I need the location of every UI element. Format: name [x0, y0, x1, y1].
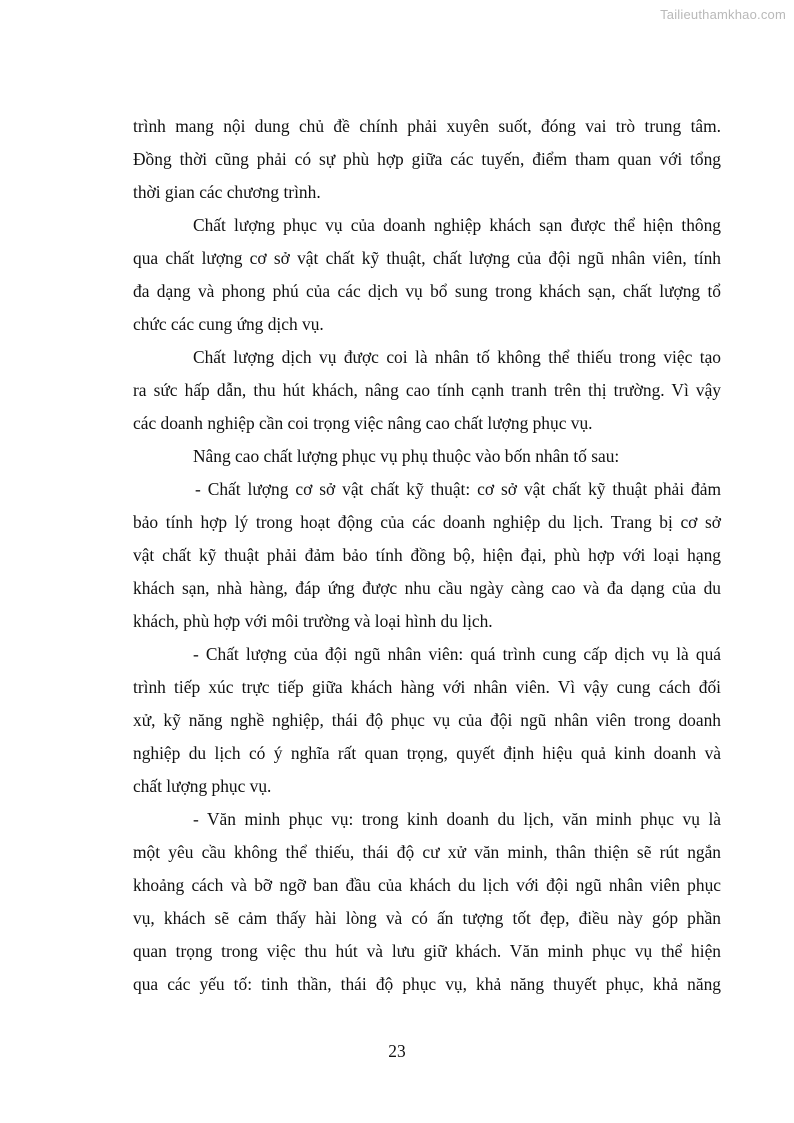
text-line: vật chất kỹ thuật phải đảm bảo tính đồng bộ, hiện đại, phù hợp với loại hạng	[133, 545, 721, 565]
page-number: 23	[388, 1041, 406, 1061]
text-line: Đồng thời cũng phải có sự phù hợp giữa các tuyến, điểm tham quan với tổng	[133, 149, 721, 169]
paragraph-staff-quality	[133, 638, 721, 803]
text-line: Nâng cao chất lượng phục vụ phụ thuộc vào bốn nhân tố sau:	[193, 446, 620, 466]
text-line: - Văn minh phục vụ: trong kinh doanh du lịch, văn minh phục vụ là	[193, 809, 721, 829]
paragraph-service-quality	[133, 209, 721, 341]
text-line: trình mang nội dung chủ đề chính phải xuyên suốt, đóng vai trò trung tâm.	[133, 116, 721, 136]
text-line: vụ, khách sẽ cảm thấy hài lòng và có ấn tượng tốt đẹp, điều này góp phần	[133, 908, 721, 928]
text-line: khách sạn, nhà hàng, đáp ứng được nhu cầu ngày càng cao và đa dạng của du	[133, 578, 721, 598]
paragraph-service-civility	[133, 803, 721, 1001]
text-line: trình tiếp xúc trực tiếp giữa khách hàng với nhân viên. Vì vậy cung cách đối	[133, 677, 721, 697]
text-line: - Chất lượng cơ sở vật chất kỹ thuật: cơ sở vật chất kỹ thuật phải đảm	[195, 479, 721, 499]
text-line: thời gian các chương trình.	[133, 182, 321, 202]
text-line: khoảng cách và bỡ ngỡ ban đầu của khách du lịch với đội ngũ nhân viên phục	[133, 875, 721, 895]
text-line: nghiệp du lịch có ý nghĩa rất quan trọng, quyết định hiệu quả kinh doanh và	[133, 743, 721, 763]
text-line: đa dạng và phong phú của các dịch vụ bổ sung trong khách sạn, chất lượng tổ	[133, 281, 721, 301]
paragraph-facilities-quality	[133, 473, 721, 638]
paragraph-service-importance	[133, 341, 721, 440]
text-line: chức các cung ứng dịch vụ.	[133, 314, 324, 334]
text-line: khách, phù hợp với môi trường và loại hình du lịch.	[133, 611, 493, 631]
text-line: qua các yếu tố: tinh thần, thái độ phục vụ, khả năng thuyết phục, khả năng	[133, 974, 721, 994]
text-line: Chất lượng dịch vụ được coi là nhân tố không thể thiếu trong việc tạo	[193, 347, 721, 367]
text-line: các doanh nghiệp cần coi trọng việc nâng cao chất lượng phục vụ.	[133, 413, 593, 433]
text-line: một yêu cầu không thể thiếu, thái độ cư xử văn minh, thân thiện sẽ rút ngắn	[133, 842, 721, 862]
paragraph-four-factors	[133, 440, 721, 473]
paragraph-continuation	[133, 110, 721, 209]
text-line: Chất lượng phục vụ của doanh nghiệp khách sạn được thể hiện thông	[193, 215, 721, 235]
text-line: bảo tính hợp lý trong hoạt động của các doanh nghiệp du lịch. Trang bị cơ sở	[133, 512, 721, 532]
text-line: ra sức hấp dẫn, thu hút khách, nâng cao tính cạnh tranh trên thị trường. Vì vậy	[133, 380, 721, 400]
text-line: quan trọng trong việc thu hút và lưu giữ khách. Văn minh phục vụ thể hiện	[133, 941, 721, 961]
watermark: Tailieuthamkhao.com	[660, 7, 786, 22]
text-line: - Chất lượng của đội ngũ nhân viên: quá trình cung cấp dịch vụ là quá	[193, 644, 721, 664]
document-body	[133, 110, 721, 1001]
text-line: chất lượng phục vụ.	[133, 776, 272, 796]
text-line: xử, kỹ năng nghề nghiệp, thái độ phục vụ của đội ngũ nhân viên trong doanh	[133, 710, 721, 730]
text-line: qua chất lượng cơ sở vật chất kỹ thuật, chất lượng của đội ngũ nhân viên, tính	[133, 248, 721, 268]
